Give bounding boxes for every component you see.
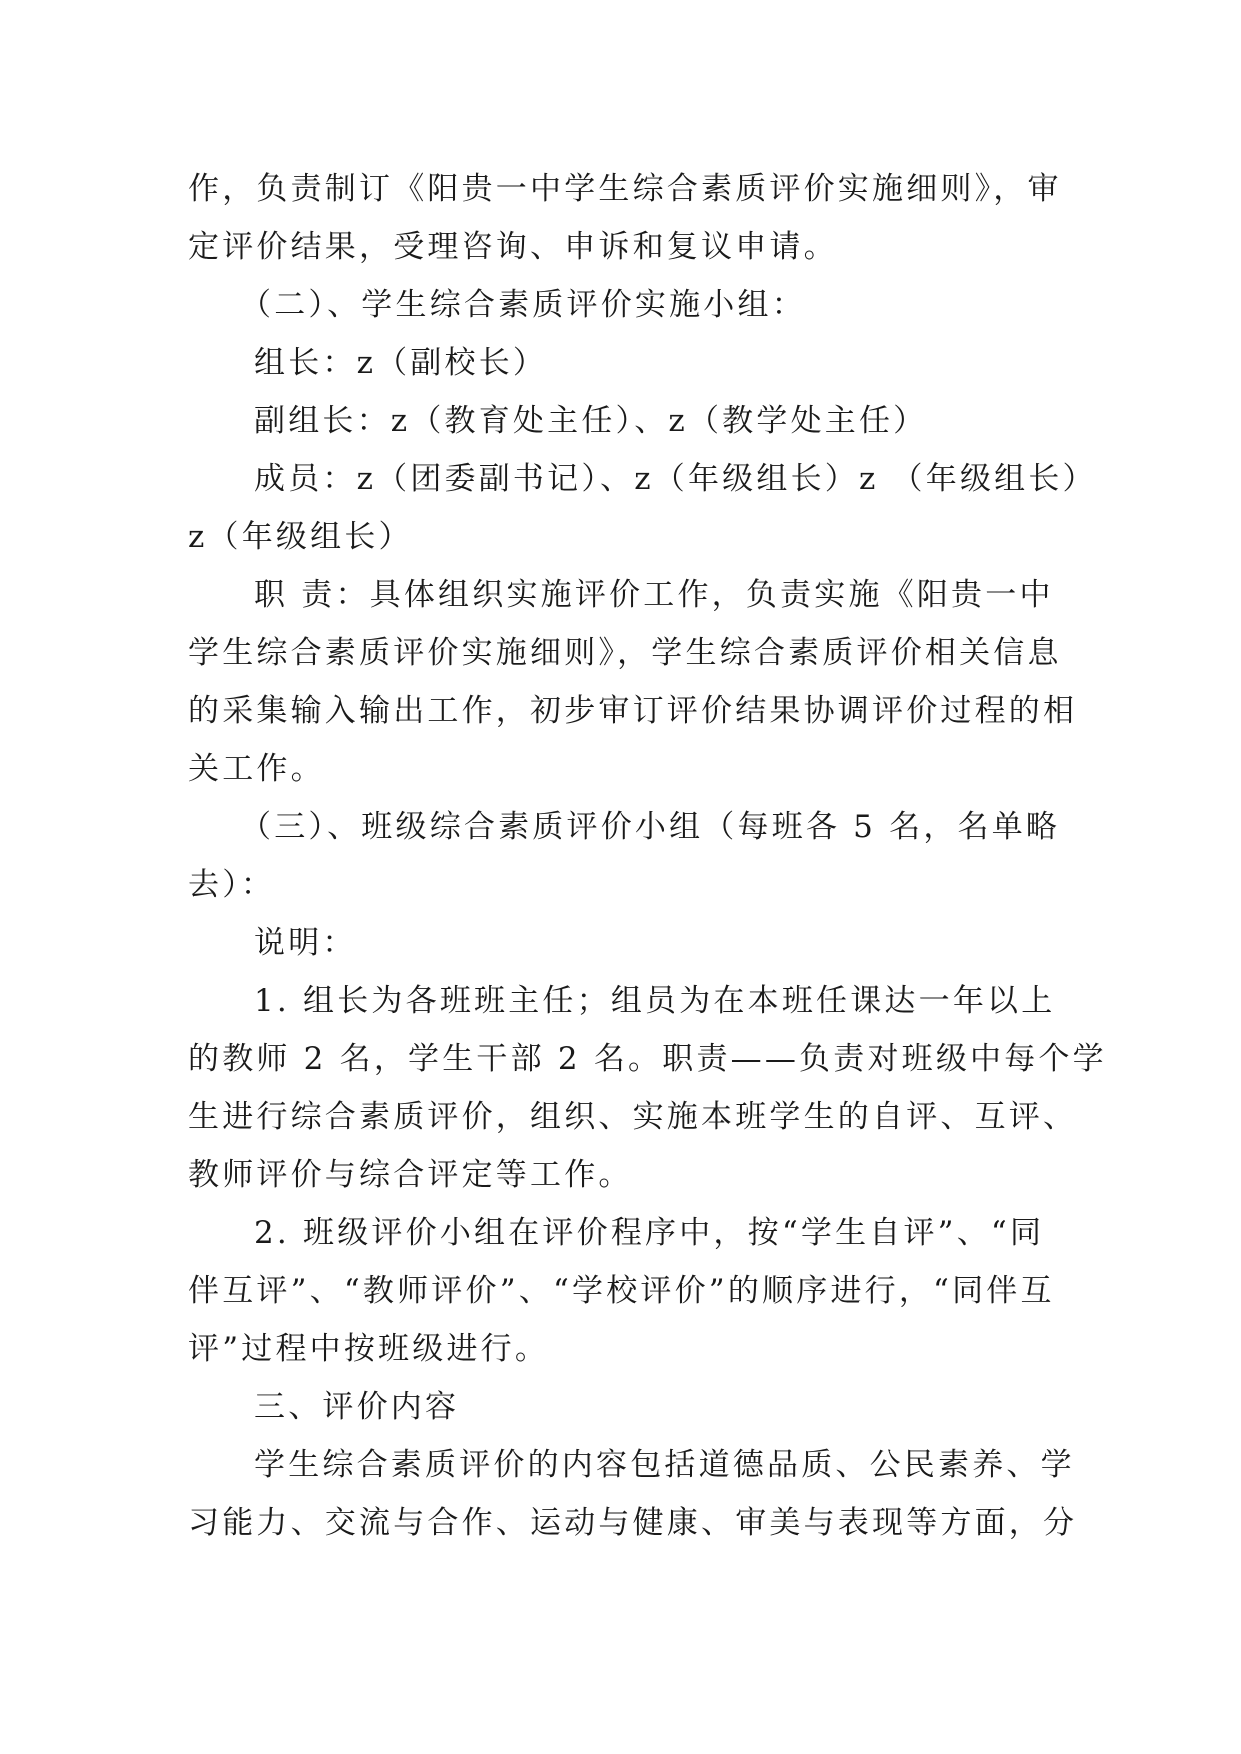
paragraph-line: 的采集输入输出工作，初步审订评价结果协调评价过程的相 [188, 693, 1078, 729]
list-item: 1. 组长为各班班主任；组员为在本班任课达一年以上 [254, 983, 1056, 1019]
paragraph-line: 成员：z（团委副书记）、z（年级组长）z （年级组长） [254, 461, 1097, 497]
section-heading: （三）、班级综合素质评价小组（每班各 5 名，名单略 [240, 809, 1061, 845]
paragraph-line: 学生综合素质评价实施细则》，学生综合素质评价相关信息 [188, 635, 1062, 671]
list-item: 2. 班级评价小组在评价程序中，按“学生自评”、“同 [254, 1215, 1045, 1251]
paragraph-line: 去）： [188, 867, 276, 903]
paragraph-line: 职 责：具体组织实施评价工作，负责实施《阳贵一中 [254, 577, 1054, 613]
paragraph-line: 组长：z（副校长） [254, 345, 548, 381]
paragraph-line: 说明： [254, 925, 357, 961]
document-page [188, 160, 1107, 1552]
paragraph-line: 评”过程中按班级进行。 [188, 1331, 550, 1367]
paragraph-line: 作，负责制订《阳贵一中学生综合素质评价实施细则》，审 [188, 171, 1062, 207]
paragraph-line: 习能力、交流与合作、运动与健康、审美与表现等方面，分 [188, 1505, 1078, 1541]
paragraph-line: z（年级组长） [188, 519, 413, 555]
paragraph-line: 副组长：z（教育处主任）、z（教学处主任） [254, 403, 928, 439]
paragraph-line: 学生综合素质评价的内容包括道德品质、公民素养、学 [254, 1447, 1075, 1483]
section-heading: 三、评价内容 [254, 1389, 460, 1425]
paragraph-line: 教师评价与综合评定等工作。 [188, 1157, 633, 1193]
paragraph-line: 的教师 2 名，学生干部 2 名。职责——负责对班级中每个学 [188, 1041, 1107, 1077]
paragraph-line: 定评价结果，受理咨询、申诉和复议申请。 [188, 229, 838, 265]
section-heading: （二）、学生综合素质评价实施小组： [240, 287, 806, 323]
paragraph-line: 关工作。 [188, 751, 325, 787]
paragraph-line: 伴互评”、“教师评价”、“学校评价”的顺序进行，“同伴互 [188, 1273, 1055, 1309]
paragraph-line: 生进行综合素质评价，组织、实施本班学生的自评、互评、 [188, 1099, 1078, 1135]
